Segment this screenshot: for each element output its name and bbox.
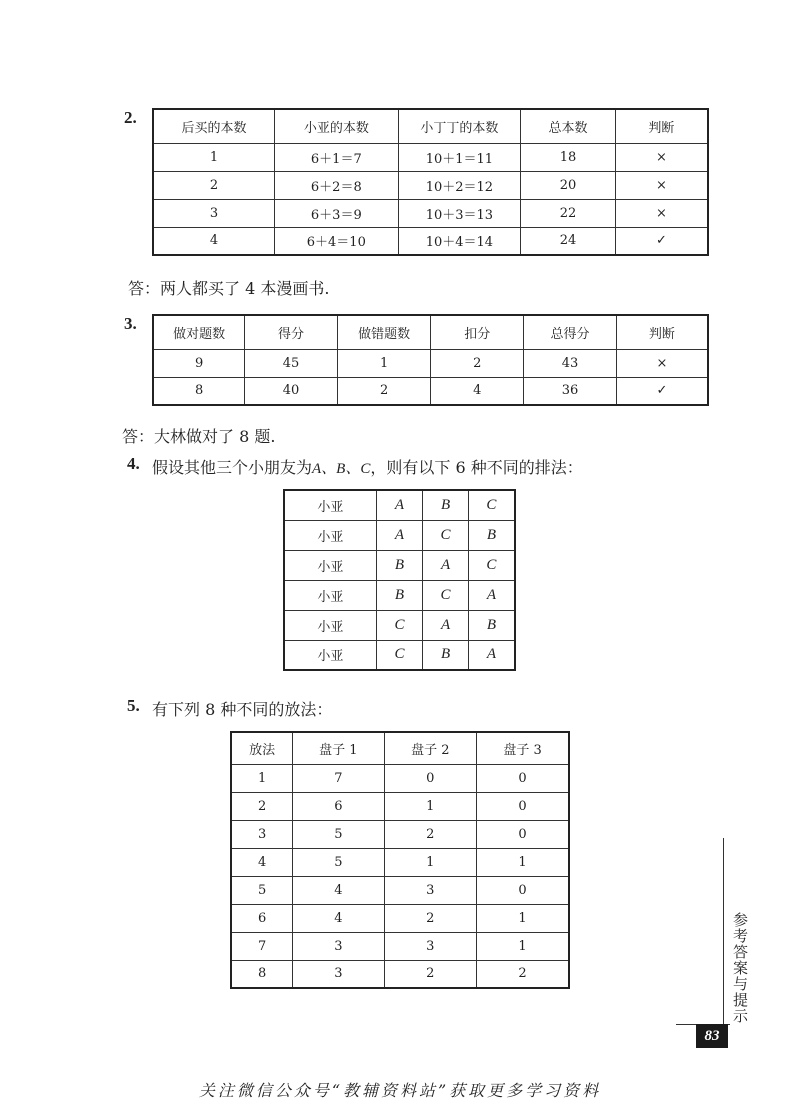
q5-cell: 0: [477, 764, 569, 792]
q2-header-cell: 小亚的本数: [275, 109, 399, 143]
q2-cell: 22: [521, 199, 616, 227]
table-row: [284, 610, 515, 640]
q4-cell: A: [423, 550, 469, 580]
table-row: [231, 848, 569, 876]
q5-cell: 5: [231, 876, 293, 904]
page-number: 83: [696, 1024, 728, 1048]
q2-cell: 6＋3＝9: [275, 199, 399, 227]
q5-cell: 5: [293, 848, 384, 876]
q5-cell: 3: [384, 876, 476, 904]
q4-cell: 小亚: [284, 610, 376, 640]
q3-header-cell: 得分: [245, 315, 338, 349]
q2-header-cell: 后买的本数: [153, 109, 275, 143]
table-row: [231, 876, 569, 904]
q4-cell: C: [468, 490, 515, 520]
q5-cell: 3: [384, 932, 476, 960]
q5-header-cell: 盘子 2: [384, 732, 476, 764]
q3-cell: 2: [431, 349, 524, 377]
q4-table: [283, 489, 516, 671]
q5-cell: 2: [384, 820, 476, 848]
q5-cell: 0: [477, 876, 569, 904]
q4-cell: A: [376, 490, 423, 520]
q2-header-cell: 总本数: [521, 109, 616, 143]
q5-cell: 1: [477, 848, 569, 876]
q3-cell: 36: [524, 377, 617, 405]
table-row: [231, 792, 569, 820]
q4-cell: A: [376, 520, 423, 550]
q2-header-cell: 判断: [615, 109, 708, 143]
q5-cell: 1: [477, 904, 569, 932]
cross-mark: ×: [615, 143, 708, 171]
q2-cell: 10＋2＝12: [398, 171, 521, 199]
q2-cell: 20: [521, 171, 616, 199]
table-row: [231, 764, 569, 792]
q5-cell: 1: [384, 848, 476, 876]
q5-cell: 2: [231, 792, 293, 820]
section-title: 参考答案与提示: [731, 912, 749, 1024]
q5-cell: 0: [384, 764, 476, 792]
q2-table: [152, 108, 709, 256]
q4-intro-before: 假设其他三个小朋友为: [152, 458, 313, 477]
q5-table: [230, 731, 570, 989]
q4-cell: C: [376, 640, 423, 670]
cross-mark: ×: [615, 171, 708, 199]
q2-cell: 24: [521, 227, 616, 255]
table-row: [153, 199, 708, 227]
q2-cell: 3: [153, 199, 275, 227]
q4-intro-vars: A、B、C: [312, 461, 371, 477]
q2-cell: 2: [153, 171, 275, 199]
q2-cell: 10＋4＝14: [398, 227, 521, 255]
q3-header-cell: 做对题数: [153, 315, 245, 349]
q3-cell: 40: [245, 377, 338, 405]
q5-cell: 1: [231, 764, 293, 792]
q5-cell: 6: [293, 792, 384, 820]
cross-mark: ×: [616, 349, 708, 377]
table-row: [284, 640, 515, 670]
q5-cell: 3: [293, 932, 384, 960]
q2-header-cell: 小丁丁的本数: [398, 109, 521, 143]
q3-table: [152, 314, 709, 406]
q5-cell: 1: [477, 932, 569, 960]
q2-cell: 6＋1＝7: [275, 143, 399, 171]
q3-cell: 8: [153, 377, 245, 405]
q5-cell: 5: [293, 820, 384, 848]
q4-cell: B: [376, 580, 423, 610]
q3-cell: 1: [337, 349, 431, 377]
q5-cell: 6: [231, 904, 293, 932]
q2-cell: 6＋4＝10: [275, 227, 399, 255]
q5-header-cell: 盘子 1: [293, 732, 384, 764]
q4-cell: B: [423, 640, 469, 670]
q5-cell: 7: [293, 764, 384, 792]
table-row: [284, 550, 515, 580]
sidebar-divider: [723, 838, 724, 1044]
table-row: [231, 820, 569, 848]
q4-cell: 小亚: [284, 580, 376, 610]
q4-cell: 小亚: [284, 520, 376, 550]
q4-cell: B: [468, 610, 515, 640]
q4-cell: B: [376, 550, 423, 580]
q4-cell: A: [468, 640, 515, 670]
q3-header-cell: 做错题数: [337, 315, 431, 349]
q3-header-cell: 判断: [616, 315, 708, 349]
table-row: [153, 171, 708, 199]
q5-cell: 1: [384, 792, 476, 820]
table-row: [231, 932, 569, 960]
q3-answer: 答：大林做对了 8 题.: [122, 427, 276, 446]
check-mark: ✓: [616, 377, 708, 405]
q5-cell: 2: [477, 960, 569, 988]
q3-header-cell: 总得分: [524, 315, 617, 349]
q2-cell: 18: [521, 143, 616, 171]
q4-cell: 小亚: [284, 640, 376, 670]
question-3-number: 3.: [124, 314, 137, 333]
q4-cell: C: [468, 550, 515, 580]
table-row: [284, 490, 515, 520]
q5-cell: 2: [384, 904, 476, 932]
q5-cell: 2: [384, 960, 476, 988]
q2-answer: 答：两人都买了 4 本漫画书.: [128, 279, 330, 298]
q5-header-cell: 盘子 3: [477, 732, 569, 764]
table-row: [284, 580, 515, 610]
cross-mark: ×: [615, 199, 708, 227]
q2-cell: 6＋2＝8: [275, 171, 399, 199]
q4-intro-after: ，则有以下 6 种不同的排法：: [370, 458, 583, 477]
table-row: [231, 904, 569, 932]
table-row: [284, 520, 515, 550]
table-row: [231, 960, 569, 988]
table-row: [153, 227, 708, 255]
q4-cell: 小亚: [284, 490, 376, 520]
q4-cell: A: [468, 580, 515, 610]
q5-cell: 4: [293, 904, 384, 932]
q4-cell: C: [376, 610, 423, 640]
q5-header-cell: 放法: [231, 732, 293, 764]
q3-cell: 43: [524, 349, 617, 377]
q5-cell: 4: [293, 876, 384, 904]
q4-cell: C: [423, 580, 469, 610]
check-mark: ✓: [615, 227, 708, 255]
q2-cell: 4: [153, 227, 275, 255]
q4-cell: C: [423, 520, 469, 550]
q2-cell: 10＋3＝13: [398, 199, 521, 227]
q2-cell: 1: [153, 143, 275, 171]
q3-header-cell: 扣分: [431, 315, 524, 349]
q5-cell: 4: [231, 848, 293, 876]
q5-cell: 0: [477, 820, 569, 848]
question-5-number: 5.: [127, 696, 140, 715]
table-row: [153, 377, 708, 405]
q4-cell: B: [468, 520, 515, 550]
q5-cell: 8: [231, 960, 293, 988]
footer-note: 关注微信公众号“教辅资料站”获取更多学习资料: [198, 1081, 602, 1100]
q4-cell: 小亚: [284, 550, 376, 580]
q4-intro: [152, 455, 583, 478]
q5-cell: 0: [477, 792, 569, 820]
q2-cell: 10＋1＝11: [398, 143, 521, 171]
q3-cell: 9: [153, 349, 245, 377]
question-4-number: 4.: [127, 454, 140, 473]
q5-cell: 7: [231, 932, 293, 960]
q3-cell: 2: [337, 377, 431, 405]
q5-intro: 有下列 8 种不同的放法：: [152, 700, 333, 719]
q3-cell: 45: [245, 349, 338, 377]
q4-cell: B: [423, 490, 469, 520]
q5-cell: 3: [231, 820, 293, 848]
question-2-number: 2.: [124, 108, 137, 127]
table-row: [153, 143, 708, 171]
table-row: [153, 349, 708, 377]
q4-cell: A: [423, 610, 469, 640]
q5-cell: 3: [293, 960, 384, 988]
q3-cell: 4: [431, 377, 524, 405]
